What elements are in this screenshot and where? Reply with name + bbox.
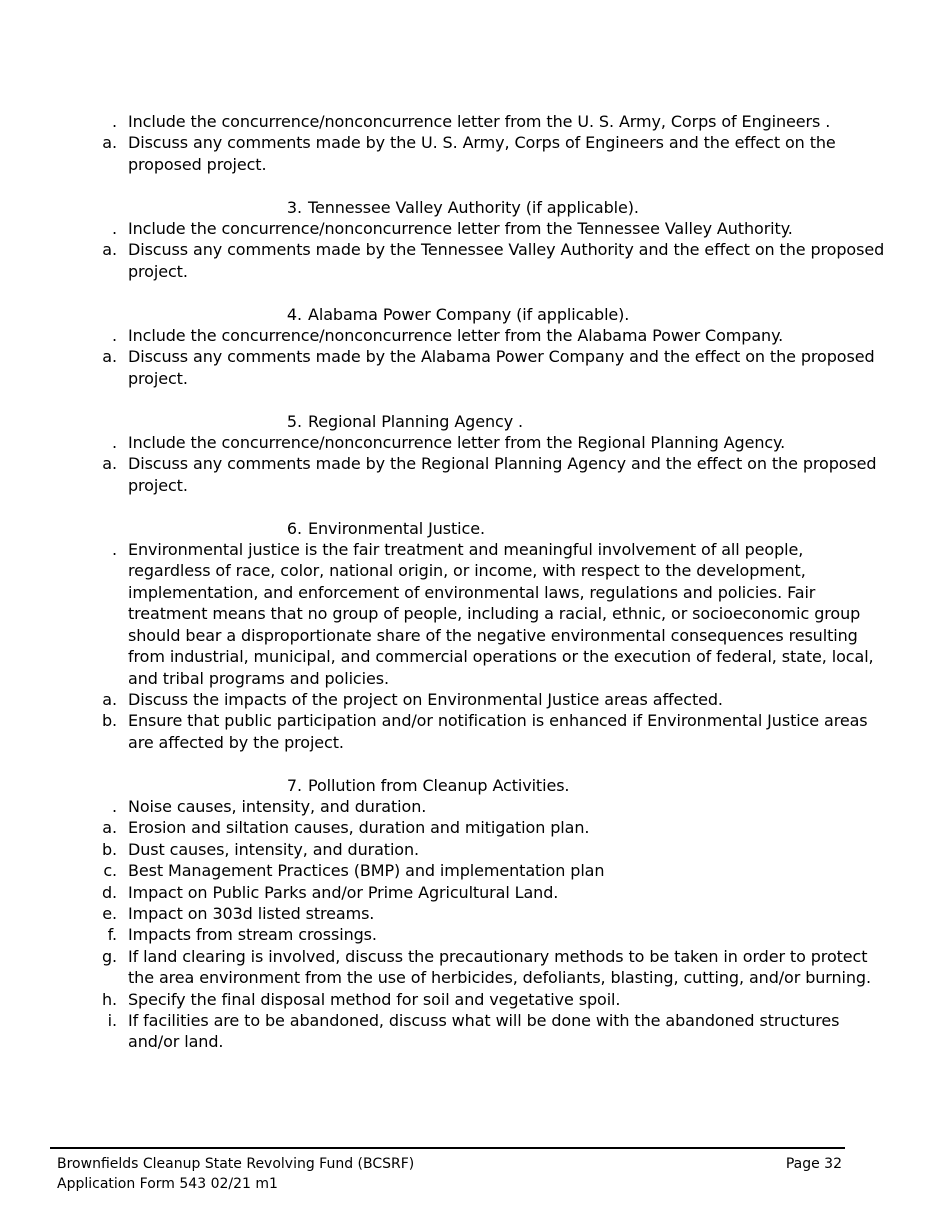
section-title: Pollution from Cleanup Activities. (308, 775, 570, 795)
list-item-marker: a. (102, 454, 117, 474)
list-item (0, 239, 950, 282)
list-item-text: Specify the final disposal method for soil and vegetative spoil. (128, 989, 621, 1009)
section-heading (0, 518, 950, 539)
list-item-text: Noise causes, intensity, and duration. (128, 796, 427, 816)
list-item (0, 946, 950, 989)
list-item-text: Ensure that public participation and/or notification is enhanced if Environmental Justice areas are affected by the project. (128, 711, 868, 752)
section-number: 5. (286, 411, 302, 431)
list-item (0, 132, 950, 175)
list-item-text: Include the concurrence/nonconcurrence letter from the U. S. Army, Corps of Engineers . (128, 112, 831, 131)
list-item-text: Discuss any comments made by the U. S. Army, Corps of Engineers and the effect on the proposed project. (128, 133, 836, 174)
list-item-text: Dust causes, intensity, and duration. (128, 839, 420, 859)
list-item (0, 924, 950, 945)
footer-program-name: Brownfields Cleanup State Revolving Fund (BCSRF) (57, 1156, 415, 1172)
section-heading (0, 411, 950, 432)
list-item-marker: . (112, 326, 117, 346)
list-item-marker: g. (101, 946, 117, 966)
footer-form-info (57, 1155, 414, 1194)
list-item-text: Erosion and siltation causes, duration and mitigation plan. (128, 818, 590, 838)
list-item-text: If facilities are to be abandoned, discuss what will be done with the abandoned structures and/or land. (128, 1010, 840, 1052)
section-number: 4. (286, 304, 302, 324)
list-item-text: Discuss any comments made by the Tennessee Valley Authority and the effect on the proposed project. (128, 240, 885, 281)
list-item-marker: . (112, 112, 117, 131)
section-heading (0, 197, 950, 218)
list-item (0, 817, 950, 838)
list-item-marker: . (112, 540, 117, 560)
section-title: Alabama Power Company (if applicable). (308, 304, 630, 324)
list-item-text: Include the concurrence/nonconcurrence letter from the Regional Planning Agency. (128, 433, 786, 453)
list-item-text: Best Management Practices (BMP) and implementation plan (128, 861, 605, 881)
list-item-marker: b. (101, 711, 117, 731)
document-body (0, 111, 950, 1053)
list-item (0, 860, 950, 881)
list-item-marker: . (112, 796, 117, 816)
section-heading (0, 304, 950, 325)
list-item (0, 346, 950, 389)
list-item-marker: a. (102, 689, 117, 709)
section-number: 7. (286, 775, 302, 795)
list-item-text: Environmental justice is the fair treatment and meaningful involvement of all people, regardless of race, color, national origin, or income, with respect to the development, implementation, and enforcement of environmental laws, regulations and policies. Fair treatment means that no group of people, including a racial, ethnic, or socioeconomic group should bear a disproportionate share of the negative environmental consequences resulting from industrial, municipal, and commercial operations or the execution of federal, state, local, and tribal programs and policies. (128, 540, 874, 688)
list-item-text: Impact on 303d listed streams. (128, 903, 375, 923)
list-item-text: Impacts from stream crossings. (128, 925, 377, 945)
page-number: Page 32 (785, 1156, 842, 1172)
list-item (0, 989, 950, 1010)
section-title: Regional Planning Agency . (308, 411, 524, 431)
footer-divider (50, 1147, 845, 1149)
list-item-text: Discuss the impacts of the project on Environmental Justice areas affected. (128, 689, 723, 709)
list-item-marker: a. (102, 347, 117, 367)
list-item-marker: i. (107, 1010, 117, 1030)
list-item-text: Discuss any comments made by the Regional Planning Agency and the effect on the proposed project. (128, 454, 877, 495)
list-item (0, 325, 950, 346)
list-item-marker: . (112, 219, 117, 239)
list-item (0, 796, 950, 817)
list-item-marker: d. (101, 882, 117, 902)
list-item-text: Include the concurrence/nonconcurrence letter from the Tennessee Valley Authority. (128, 219, 793, 239)
list-item-marker: f. (107, 925, 117, 945)
section-title: Tennessee Valley Authority (if applicable). (308, 197, 639, 217)
list-item-marker: a. (102, 818, 117, 838)
list-item (0, 710, 950, 753)
section-number: 6. (286, 518, 302, 538)
list-item-text: Discuss any comments made by the Alabama Power Company and the effect on the proposed project. (128, 347, 875, 388)
list-item-marker: h. (101, 989, 117, 1009)
list-item-text: If land clearing is involved, discuss the precautionary methods to be taken in order to protect the area environment from the use of herbicides, defoliants, blasting, cutting, and/or burning. (128, 946, 871, 988)
list-item-marker: . (112, 433, 117, 453)
list-item-text: Include the concurrence/nonconcurrence letter from the Alabama Power Company. (128, 326, 784, 346)
list-item (0, 111, 950, 132)
list-item (0, 689, 950, 710)
list-item (0, 453, 950, 496)
list-item (0, 882, 950, 903)
list-item (0, 218, 950, 239)
list-item-marker: a. (102, 240, 117, 260)
list-item-marker: a. (102, 133, 117, 153)
footer-form-number: Application Form 543 02/21 m1 (57, 1175, 278, 1192)
list-item (0, 839, 950, 860)
list-item (0, 432, 950, 453)
list-item (0, 903, 950, 924)
section-heading (0, 775, 950, 796)
list-item-marker: b. (101, 839, 117, 859)
list-item-text: Impact on Public Parks and/or Prime Agricultural Land. (128, 882, 559, 902)
list-item (0, 539, 950, 689)
list-item (0, 1010, 950, 1053)
list-item-marker: e. (102, 903, 117, 923)
section-title: Environmental Justice. (308, 518, 485, 538)
list-item-marker: c. (103, 861, 117, 881)
section-number: 3. (286, 197, 302, 217)
